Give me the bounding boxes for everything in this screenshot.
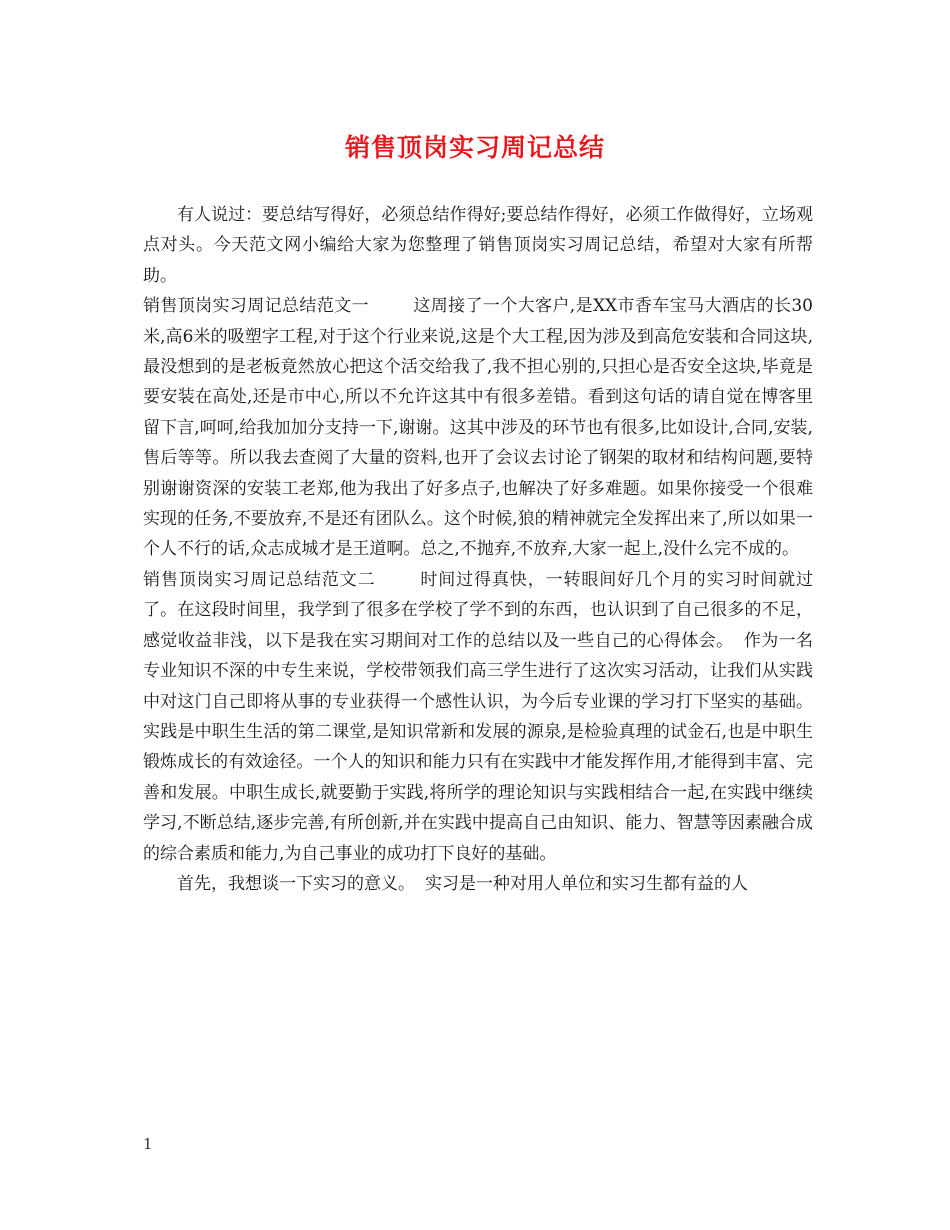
document-body (143, 200, 813, 899)
closing-text-part1: 首先，我想谈一下实习的意义。 (177, 873, 415, 894)
section-2-heading: 销售顶岗实习周记总结范文二 (143, 569, 376, 590)
closing-paragraph (143, 869, 813, 899)
closing-text-part2: 实习是一种对用人单位和实习生都有益的人 (425, 873, 748, 894)
page-number: 1 (143, 1135, 153, 1153)
intro-paragraph (143, 200, 813, 291)
section-2-text-part1: 时间过得真快，一转眼间好几个月的实习时间就过了。在这段时间里，我学到了很多在学校了学不到的东西，也认识到了自己很多的不足，感觉收益非浅，以下是我在实习期间对工作的总结以及一些自己的心得体会。 (143, 569, 814, 651)
section-1-text: 这周接了一个大客户,是XX市香车宝马大酒店的长30米,高6米的吸塑字工程,对于这个行业来说,这是个大工程,因为涉及到高危安装和合同这块,最没想到的是老板竟然放心把这个活交给我了,我不担心别的,只担心是否安全这块,毕竟是要安装在高处,还是市中心,所以不允许这其中有很多差错。看到这句话的请自觉在博客里留下言,呵呵,给我加加分支持一下,谢谢。这其中涉及的环节也有很多,比如设计,合同,安装,售后等等。所以我去查阅了大量的资料,也开了会议去讨论了钢架的取材和结构问题,要特别谢谢资深的安装工老郑,他为我出了好多点子,也解决了好多难题。如果你接受一个很难实现的任务,不要放弃,不是还有团队么。这个时候,狼的精神就完全发挥出来了,所以如果一个人不行的话,众志成城才是王道啊。总之,不抛弃,不放弃,大家一起上,没什么完不成的。 (143, 296, 813, 560)
section-1-paragraph (143, 291, 813, 565)
section-2-paragraph (143, 565, 813, 869)
intro-text: 有人说过：要总结写得好，必须总结作得好;要总结作得好，必须工作做得好，立场观点对头。今天范文网小编给大家为您整理了销售顶岗实习周记总结，希望对大家有所帮助。 (143, 205, 813, 286)
section-1-heading: 销售顶岗实习周记总结范文一 (143, 296, 369, 317)
section-2-text-part2: 作为一名专业知识不深的中专生来说，学校带领我们高三学生进行了这次实习活动，让我们从实践中对这门自己即将从事的专业获得一个感性认识，为今后专业课的学习打下坚实的基础。实践是中职生生活的第二课堂,是知识常新和发展的源泉,是检验真理的试金石,也是中职生锻炼成长的有效途径。一个人的知识和能力只有在实践中才能发挥作用,才能得到丰富、完善和发展。中职生成长,就要勤于实践,将所学的理论知识与实践相结合一起,在实践中继续学习,不断总结,逐步完善,有所创新,并在实践中提高自己由知识、能力、智慧等因素融合成的综合素质和能力,为自己事业的成功打下良好的基础。 (143, 630, 814, 864)
document-title: 销售顶岗实习周记总结 (344, 133, 605, 162)
